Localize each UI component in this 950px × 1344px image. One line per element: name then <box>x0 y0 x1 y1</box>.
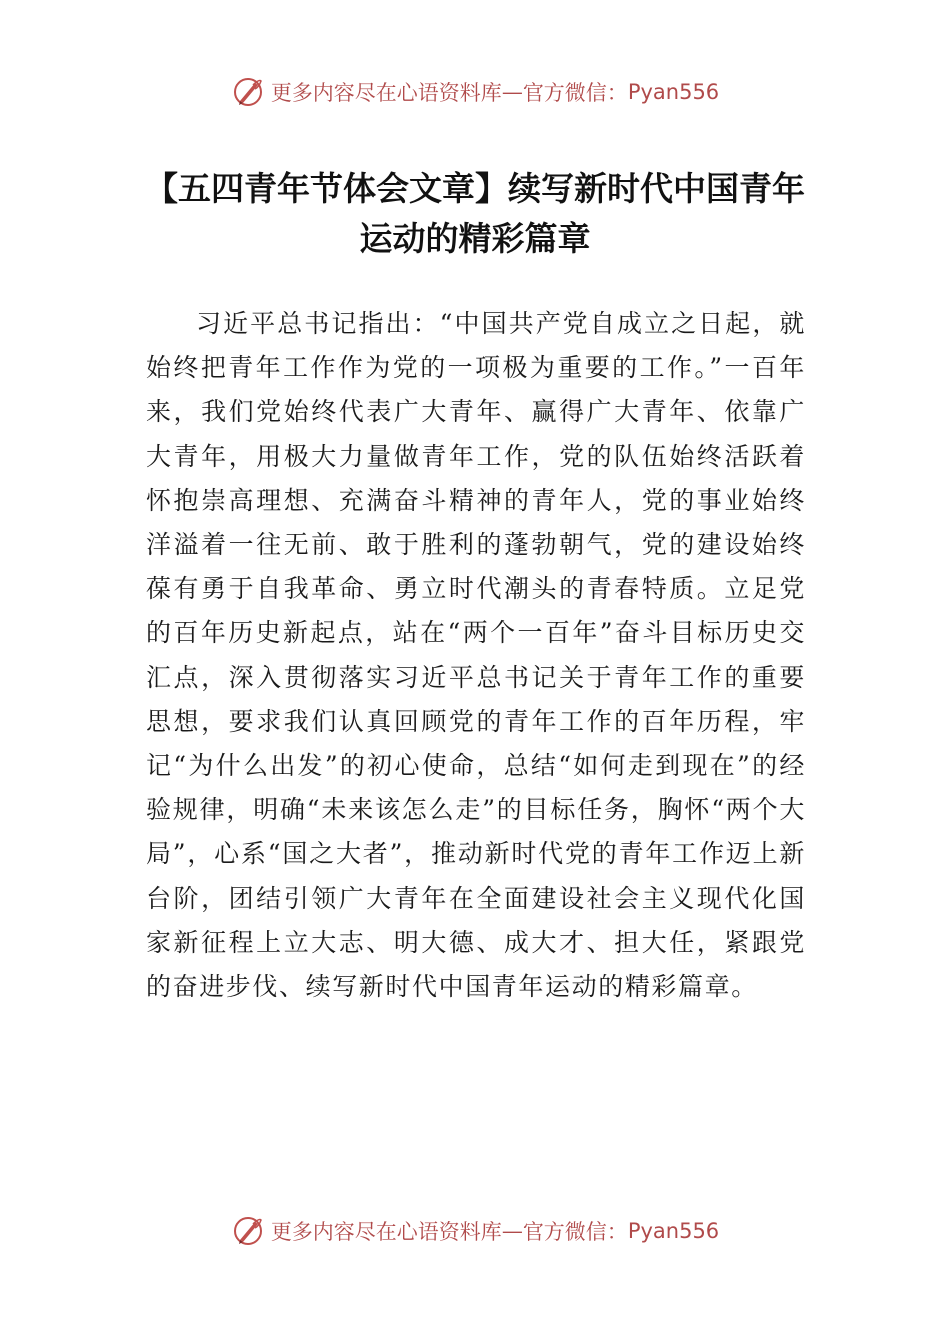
banner-wechat-label: 官方微信： <box>522 81 628 105</box>
banner-wechat-id: Pyan556 <box>627 1219 720 1243</box>
banner-wechat-label: 官方微信： <box>522 1220 628 1244</box>
banner-separator: — <box>501 80 523 104</box>
banner-wechat-id: Pyan556 <box>627 80 720 104</box>
banner-site-text: 更多内容尽在心语资料库 <box>270 81 502 105</box>
quill-pen-logo-icon <box>231 1214 265 1248</box>
footer-banner <box>0 1211 950 1251</box>
header-banner <box>0 72 950 112</box>
banner-site-text: 更多内容尽在心语资料库 <box>270 1220 502 1244</box>
document-title: 【五四青年节体会文章】续写新时代中国青年运动的精彩篇章 <box>145 169 805 258</box>
quill-pen-logo-icon <box>231 75 265 109</box>
banner-separator: — <box>501 1219 523 1243</box>
document-paragraph: 习近平总书记指出：“中国共产党自成立之日起，就始终把青年工作作为党的一项极为重要的工作。”一百年来，我们党始终代表广大青年、赢得广大青年、依靠广大青年，用极大力量做青年工作，党的队伍始终活跃着怀抱崇高理想、充满奋斗精神的青年人，党的事业始终洋溢着一往无前、敢于胜利的蓬勃朝气，党的建设始终葆有勇于自我革命、勇立时代潮头的青春特质。立足党的百年历史新起点，站在“两个一百年”奋斗目标历史交汇点，深入贯彻落实习近平总书记关于青年工作的重要思想，要求我们认真回顾党的青年工作的百年历程，牢记“为什么出发”的初心使命，总结“如何走到现在”的经验规律，明确“未来该怎么走”的目标任务，胸怀“两个大局”，心系“国之大者”，推动新时代党的青年工作迈上新台阶，团结引领广大青年在全面建设社会主义现代化国家新征程上立大志、明大德、成大才、担大任，紧跟党的奋进步伐、续写新时代中国青年运动的精彩篇章。 <box>146 309 806 1002</box>
